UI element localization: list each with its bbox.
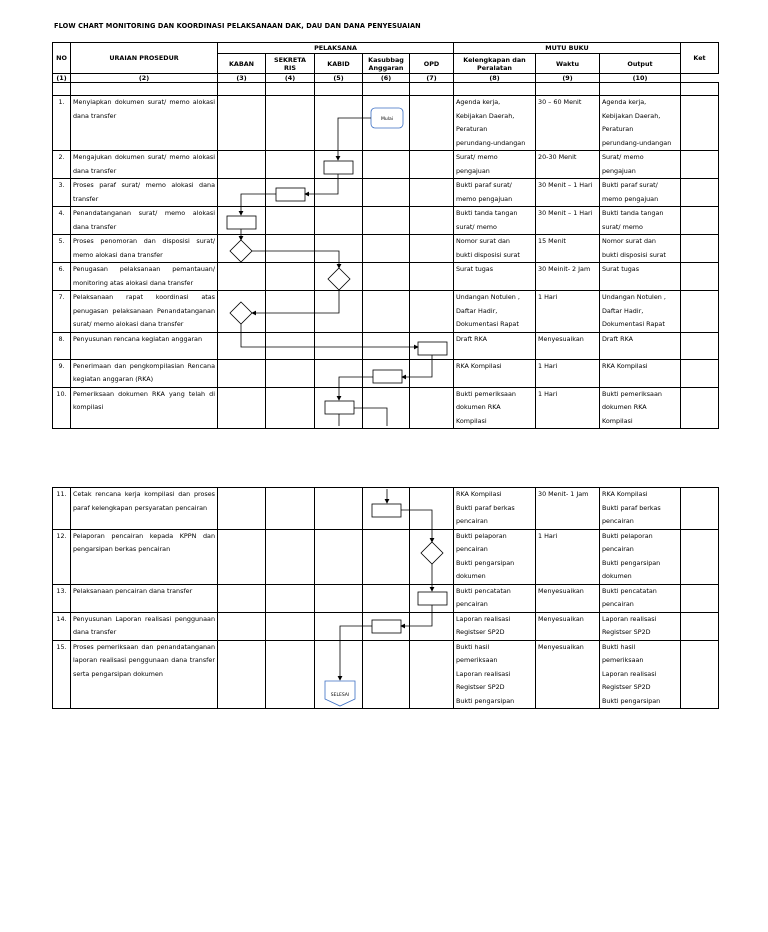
kasubbag-cell: [363, 151, 410, 179]
kelengkapan-cell-line: Kebijakan Daerah,: [456, 111, 515, 120]
kelengkapan-cell: [454, 235, 536, 263]
kelengkapan-cell-line: Bukti paraf berkas: [456, 503, 515, 512]
kabid-cell: [315, 235, 363, 263]
sekretaris-cell: [266, 529, 315, 584]
table-row: [53, 179, 719, 207]
kelengkapan-cell: [454, 291, 536, 333]
ket-cell: [681, 640, 719, 709]
sekretaris-cell: [266, 612, 315, 640]
procedure-text: Pelaksanaan pencairan dana transfer: [71, 584, 218, 612]
kaban-cell: [218, 263, 266, 291]
output-cell-line: Bukti pelaporan: [602, 531, 653, 540]
opd-cell: [410, 640, 454, 709]
procedure-text: Penyusunan Laporan realisasi penggunaan dana transfer: [71, 612, 218, 640]
output-cell-line: RKA Kompilasi: [602, 490, 648, 498]
opd-cell: [410, 529, 454, 584]
ket-cell: [681, 584, 719, 612]
kasubbag-cell: [363, 584, 410, 612]
opd-cell: [410, 488, 454, 530]
flowchart-table-2: [52, 487, 719, 709]
sekretaris-cell: [266, 235, 315, 263]
output-cell-line: Laporan realisasi: [602, 614, 657, 623]
ket-cell: [681, 235, 719, 263]
kasubbag-cell: [363, 488, 410, 530]
header-uraian: URAIAN PROSEDUR: [71, 43, 218, 74]
opd-cell: [410, 612, 454, 640]
kaban-cell: [218, 207, 266, 235]
ket-cell: [681, 612, 719, 640]
ket-cell: [681, 529, 719, 584]
kelengkapan-cell: [454, 96, 536, 151]
opd-cell: [410, 207, 454, 235]
kelengkapan-cell-line: RKA Kompilasi: [456, 490, 502, 498]
procedure-text: Pelaksanaan rapat koordinasi atas penugasan pelaksanaan Penandatanganan surat/ memo alokasi dana transfer: [71, 291, 218, 333]
kelengkapan-cell-line: Bukti pemeriksaan: [456, 389, 516, 398]
waktu-cell: 20-30 Menit: [536, 151, 600, 179]
waktu-cell: Menyesuaikan: [536, 332, 600, 359]
row-number: 11.: [53, 488, 71, 530]
col-num: (8): [454, 74, 536, 83]
sekretaris-cell: [266, 179, 315, 207]
kasubbag-cell: [363, 207, 410, 235]
output-cell-line: pemeriksaan: [602, 656, 644, 664]
ket-cell: [681, 207, 719, 235]
output-cell-line: Undangan Notulen ,: [602, 293, 666, 301]
kabid-cell: [315, 488, 363, 530]
row-number: 5.: [53, 235, 71, 263]
output-cell-line: Nomor surat dan: [602, 237, 656, 245]
kelengkapan-cell: [454, 332, 536, 359]
output-cell-line: Bukti paraf surat/: [602, 181, 658, 189]
ket-cell: [681, 291, 719, 333]
table-row: [53, 640, 719, 709]
opd-cell: [410, 359, 454, 387]
kelengkapan-cell-line: Draft RKA: [456, 334, 488, 343]
kasubbag-cell: [363, 387, 410, 429]
procedure-text: Pelaporan pencairan kepada KPPN dan pengarsipan berkas pencairan: [71, 529, 218, 584]
kelengkapan-cell-line: Agenda kerja,: [456, 98, 501, 106]
col-num: (5): [315, 74, 363, 83]
kelengkapan-cell-line: Bukti pelaporan: [456, 531, 507, 540]
table-row: [53, 207, 719, 235]
ket-cell: [681, 96, 719, 151]
kelengkapan-cell-line: Registser SP2D: [456, 628, 505, 636]
output-cell-line: bukti disposisi surat: [602, 250, 666, 259]
kabid-cell: [315, 151, 363, 179]
output-cell-line: Bukti hasil: [602, 642, 636, 651]
col-num: (7): [410, 74, 454, 83]
output-cell: [600, 612, 681, 640]
table-row: [53, 529, 719, 584]
kabid-cell: [315, 96, 363, 151]
kelengkapan-cell-line: pengajuan: [456, 166, 490, 175]
waktu-cell: 30 Menit- 1 Jam: [536, 488, 600, 530]
table-row: [53, 332, 719, 359]
kelengkapan-cell: [454, 359, 536, 387]
waktu-cell: 1 Hari: [536, 359, 600, 387]
sekretaris-cell: [266, 584, 315, 612]
header-kabid: KABID: [315, 54, 363, 74]
kaban-cell: [218, 584, 266, 612]
kelengkapan-cell: [454, 640, 536, 709]
kelengkapan-cell-line: Bukti pengarsipan: [456, 696, 515, 705]
header-kelengkapan: Kelengkapan dan Peralatan: [454, 54, 536, 74]
procedure-text: Proses penomoran dan disposisi surat/ memo alokasi dana transfer: [71, 235, 218, 263]
kelengkapan-cell: [454, 612, 536, 640]
output-cell-line: Agenda kerja,: [602, 98, 647, 106]
kelengkapan-cell-line: Peraturan: [456, 125, 488, 133]
header-kasubbag: Kasubbag Anggaran: [363, 54, 410, 74]
output-cell-line: Kompilasi: [602, 416, 633, 425]
ket-cell: [681, 488, 719, 530]
kelengkapan-cell-line: Bukti paraf surat/: [456, 181, 512, 189]
procedure-text: Penandatanganan surat/ memo alokasi dana transfer: [71, 207, 218, 235]
kaban-cell: [218, 640, 266, 709]
kaban-cell: [218, 612, 266, 640]
procedure-text: Penyusunan rencana kegiatan anggaran: [71, 332, 218, 359]
opd-cell: [410, 179, 454, 207]
output-cell: [600, 359, 681, 387]
kaban-cell: [218, 359, 266, 387]
kelengkapan-cell-line: Bukti hasil: [456, 642, 490, 651]
table-row: [53, 291, 719, 333]
page-title: FLOW CHART MONITORING DAN KOORDINASI PELAKSANAAN DAK, DAU DAN DANA PENYESUAIAN: [54, 22, 421, 30]
procedure-text: Penerimaan dan pengkompilasian Rencana kegiatan anggaran (RKA): [71, 359, 218, 387]
kabid-cell: [315, 207, 363, 235]
output-cell: [600, 207, 681, 235]
ket-cell: [681, 359, 719, 387]
kasubbag-cell: [363, 179, 410, 207]
kelengkapan-cell-line: dokumen: [456, 572, 486, 580]
output-cell-line: Bukti pemeriksaan: [602, 389, 662, 398]
table-row: [53, 263, 719, 291]
header-opd: OPD: [410, 54, 454, 74]
header-waktu: Waktu: [536, 54, 600, 74]
kelengkapan-cell-line: bukti disposisi surat: [456, 250, 520, 259]
kabid-cell: [315, 612, 363, 640]
sekretaris-cell: [266, 291, 315, 333]
kelengkapan-cell-line: surat/ memo: [456, 222, 497, 231]
output-cell-line: Daftar Hadir,: [602, 306, 644, 315]
row-number: 10.: [53, 387, 71, 429]
output-cell-line: Bukti pencatatan: [602, 586, 657, 595]
sekretaris-cell: [266, 96, 315, 151]
kabid-cell: [315, 529, 363, 584]
kasubbag-cell: [363, 640, 410, 709]
row-number: 2.: [53, 151, 71, 179]
header-sekretaris: SEKRETA RIS: [266, 54, 315, 74]
output-cell-line: memo pengajuan: [602, 194, 659, 203]
output-cell: [600, 179, 681, 207]
table-row: [53, 235, 719, 263]
procedure-text: Pemeriksaan dokumen RKA yang telah di kompilasi: [71, 387, 218, 429]
ket-cell: [681, 179, 719, 207]
output-cell-line: RKA Kompilasi: [602, 361, 648, 370]
kasubbag-cell: [363, 96, 410, 151]
kabid-cell: [315, 640, 363, 709]
row-number: 6.: [53, 263, 71, 291]
row-number: 13.: [53, 584, 71, 612]
kabid-cell: [315, 263, 363, 291]
row-number: 15.: [53, 640, 71, 709]
sekretaris-cell: [266, 387, 315, 429]
kelengkapan-cell: [454, 151, 536, 179]
sekretaris-cell: [266, 332, 315, 359]
sekretaris-cell: [266, 359, 315, 387]
kaban-cell: [218, 235, 266, 263]
table-row: [53, 488, 719, 530]
kaban-cell: [218, 488, 266, 530]
kelengkapan-cell-line: Laporan realisasi: [456, 614, 511, 623]
kaban-cell: [218, 96, 266, 151]
waktu-cell: Menyesuaikan: [536, 640, 600, 709]
kelengkapan-cell-line: dokumen RKA: [456, 403, 501, 411]
kasubbag-cell: [363, 235, 410, 263]
output-cell-line: Registser SP2D: [602, 683, 651, 691]
procedure-text: Proses paraf surat/ memo alokasi dana transfer: [71, 179, 218, 207]
kelengkapan-cell: [454, 179, 536, 207]
opd-cell: [410, 291, 454, 333]
kabid-cell: [315, 179, 363, 207]
sekretaris-cell: [266, 488, 315, 530]
kelengkapan-cell-line: pencairan: [456, 517, 488, 525]
table-row: [53, 584, 719, 612]
col-num: (2): [71, 74, 218, 83]
table-row: [53, 359, 719, 387]
header-pelaksana: PELAKSANA: [218, 43, 454, 54]
kelengkapan-cell-line: pencairan: [456, 600, 488, 608]
kelengkapan-cell: [454, 387, 536, 429]
output-cell: [600, 387, 681, 429]
row-number: 1.: [53, 96, 71, 151]
kelengkapan-cell-line: Bukti pengarsipan: [456, 558, 515, 567]
col-num: (10): [600, 74, 681, 83]
sekretaris-cell: [266, 263, 315, 291]
table-row: [53, 151, 719, 179]
row-number: 7.: [53, 291, 71, 333]
row-number: 8.: [53, 332, 71, 359]
table-row: [53, 387, 719, 429]
opd-cell: [410, 584, 454, 612]
output-cell-line: Dokumentasi Rapat: [602, 320, 665, 328]
output-cell-line: Bukti paraf berkas: [602, 503, 661, 512]
col-num: (9): [536, 74, 600, 83]
output-cell-line: Registser SP2D: [602, 628, 651, 636]
waktu-cell: 15 Menit: [536, 235, 600, 263]
row-number: 12.: [53, 529, 71, 584]
kelengkapan-cell-line: Bukti pencatatan: [456, 586, 511, 595]
output-cell: [600, 235, 681, 263]
output-cell-line: pencairan: [602, 517, 634, 525]
kaban-cell: [218, 151, 266, 179]
ket-cell: [681, 263, 719, 291]
kelengkapan-cell-line: Laporan realisasi: [456, 669, 511, 678]
kelengkapan-cell: [454, 584, 536, 612]
output-cell-line: Kebijakan Daerah,: [602, 111, 661, 120]
kaban-cell: [218, 529, 266, 584]
kelengkapan-cell: [454, 263, 536, 291]
kelengkapan-cell-line: Undangan Notulen ,: [456, 293, 520, 301]
kelengkapan-cell-line: Dokumentasi Rapat: [456, 320, 519, 328]
opd-cell: [410, 263, 454, 291]
kasubbag-cell: [363, 612, 410, 640]
output-cell: [600, 488, 681, 530]
waktu-cell: 30 Menit – 1 Hari: [536, 207, 600, 235]
kelengkapan-cell-line: Surat/ memo: [456, 153, 498, 161]
row-number: 9.: [53, 359, 71, 387]
output-cell: [600, 151, 681, 179]
output-cell: [600, 96, 681, 151]
output-cell-line: pengajuan: [602, 166, 636, 175]
output-cell-line: dokumen: [602, 572, 632, 580]
row-number: 14.: [53, 612, 71, 640]
opd-cell: [410, 151, 454, 179]
sekretaris-cell: [266, 207, 315, 235]
output-cell-line: Laporan realisasi: [602, 669, 657, 678]
kasubbag-cell: [363, 359, 410, 387]
output-cell: [600, 291, 681, 333]
kelengkapan-cell-line: pemeriksaan: [456, 656, 498, 664]
waktu-cell: 30 Menit – 1 Hari: [536, 179, 600, 207]
output-cell: [600, 263, 681, 291]
kelengkapan-cell-line: Bukti tanda tangan: [456, 209, 518, 217]
kelengkapan-cell-line: pencairan: [456, 545, 488, 553]
output-cell: [600, 529, 681, 584]
col-num: (1): [53, 74, 71, 83]
row-number: 3.: [53, 179, 71, 207]
start-terminal-label: Mulai: [381, 117, 393, 122]
table-row: [53, 96, 719, 151]
col-num: (6): [363, 74, 410, 83]
output-cell-line: pencairan: [602, 545, 634, 553]
waktu-cell: 1 Hari: [536, 387, 600, 429]
output-cell-line: Bukti tanda tangan: [602, 209, 664, 217]
output-cell-line: perundang-undangan: [602, 138, 672, 147]
waktu-cell: Menyesuaikan: [536, 612, 600, 640]
output-cell: [600, 640, 681, 709]
kaban-cell: [218, 291, 266, 333]
kaban-cell: [218, 332, 266, 359]
kelengkapan-cell-line: RKA Kompilasi: [456, 361, 502, 370]
waktu-cell: Menyesuaikan: [536, 584, 600, 612]
kelengkapan-cell-line: Daftar Hadir,: [456, 306, 498, 315]
kasubbag-cell: [363, 529, 410, 584]
table-row: [53, 612, 719, 640]
flowchart-table-1: [52, 42, 719, 429]
kaban-cell: [218, 179, 266, 207]
opd-cell: [410, 235, 454, 263]
output-cell-line: dokumen RKA: [602, 403, 647, 411]
ket-cell: [681, 387, 719, 429]
header-ket: Ket: [681, 43, 719, 74]
kelengkapan-cell-line: Surat tugas: [456, 265, 494, 273]
output-cell-line: Draft RKA: [602, 334, 634, 343]
ket-cell: [681, 332, 719, 359]
kabid-cell: [315, 291, 363, 333]
opd-cell: [410, 96, 454, 151]
sekretaris-cell: [266, 151, 315, 179]
kelengkapan-cell: [454, 529, 536, 584]
waktu-cell: 30 Meinit- 2 Jam: [536, 263, 600, 291]
header-mutu-buku: MUTU BUKU: [454, 43, 681, 54]
output-cell-line: Bukti pengarsipan: [602, 558, 661, 567]
col-num: (3): [218, 74, 266, 83]
kabid-cell: [315, 332, 363, 359]
procedure-text: Penugasan pelaksanaan pemantauan/ monitoring atas alokasi dana transfer: [71, 263, 218, 291]
output-cell: [600, 584, 681, 612]
ket-cell: [681, 151, 719, 179]
output-cell-line: Peraturan: [602, 125, 634, 133]
kelengkapan-cell: [454, 488, 536, 530]
waktu-cell: 1 Hari: [536, 291, 600, 333]
procedure-text: Mengajukan dokumen surat/ memo alokasi dana transfer: [71, 151, 218, 179]
kasubbag-cell: [363, 332, 410, 359]
kasubbag-cell: [363, 291, 410, 333]
output-cell: [600, 332, 681, 359]
procedure-text: Cetak rencana kerja kompilasi dan proses paraf kelengkapan persyaratan pencairan: [71, 488, 218, 530]
header-output: Output: [600, 54, 681, 74]
sekretaris-cell: [266, 640, 315, 709]
end-terminal-label: SELESAI: [330, 693, 350, 698]
waktu-cell: 1 Hari: [536, 529, 600, 584]
waktu-cell: 30 – 60 Menit: [536, 96, 600, 151]
col-num: (4): [266, 74, 315, 83]
kabid-cell: [315, 584, 363, 612]
output-cell-line: pencairan: [602, 600, 634, 608]
output-cell-line: Surat tugas: [602, 265, 640, 273]
procedure-text: Menyiapkan dokumen surat/ memo alokasi dana transfer: [71, 96, 218, 151]
kelengkapan-cell-line: memo pengajuan: [456, 194, 513, 203]
procedure-text: Proses pemeriksaan dan penandatanganan laporan realisasi penggunaan dana transfer serta pengarsipan dokumen: [71, 640, 218, 709]
opd-cell: [410, 387, 454, 429]
row-number: 4.: [53, 207, 71, 235]
output-cell-line: surat/ memo: [602, 222, 643, 231]
kelengkapan-cell-line: perundang-undangan: [456, 138, 526, 147]
kasubbag-cell: [363, 263, 410, 291]
header-no: NO: [53, 43, 71, 74]
kelengkapan-cell-line: Kompilasi: [456, 416, 487, 425]
kelengkapan-cell-line: Nomor surat dan: [456, 237, 510, 245]
kelengkapan-cell-line: Registser SP2D: [456, 683, 505, 691]
output-cell-line: Bukti pengarsipan: [602, 696, 661, 705]
opd-cell: [410, 332, 454, 359]
kabid-cell: [315, 359, 363, 387]
kelengkapan-cell: [454, 207, 536, 235]
kaban-cell: [218, 387, 266, 429]
output-cell-line: Surat/ memo: [602, 153, 644, 161]
header-kaban: KABAN: [218, 54, 266, 74]
kabid-cell: [315, 387, 363, 429]
